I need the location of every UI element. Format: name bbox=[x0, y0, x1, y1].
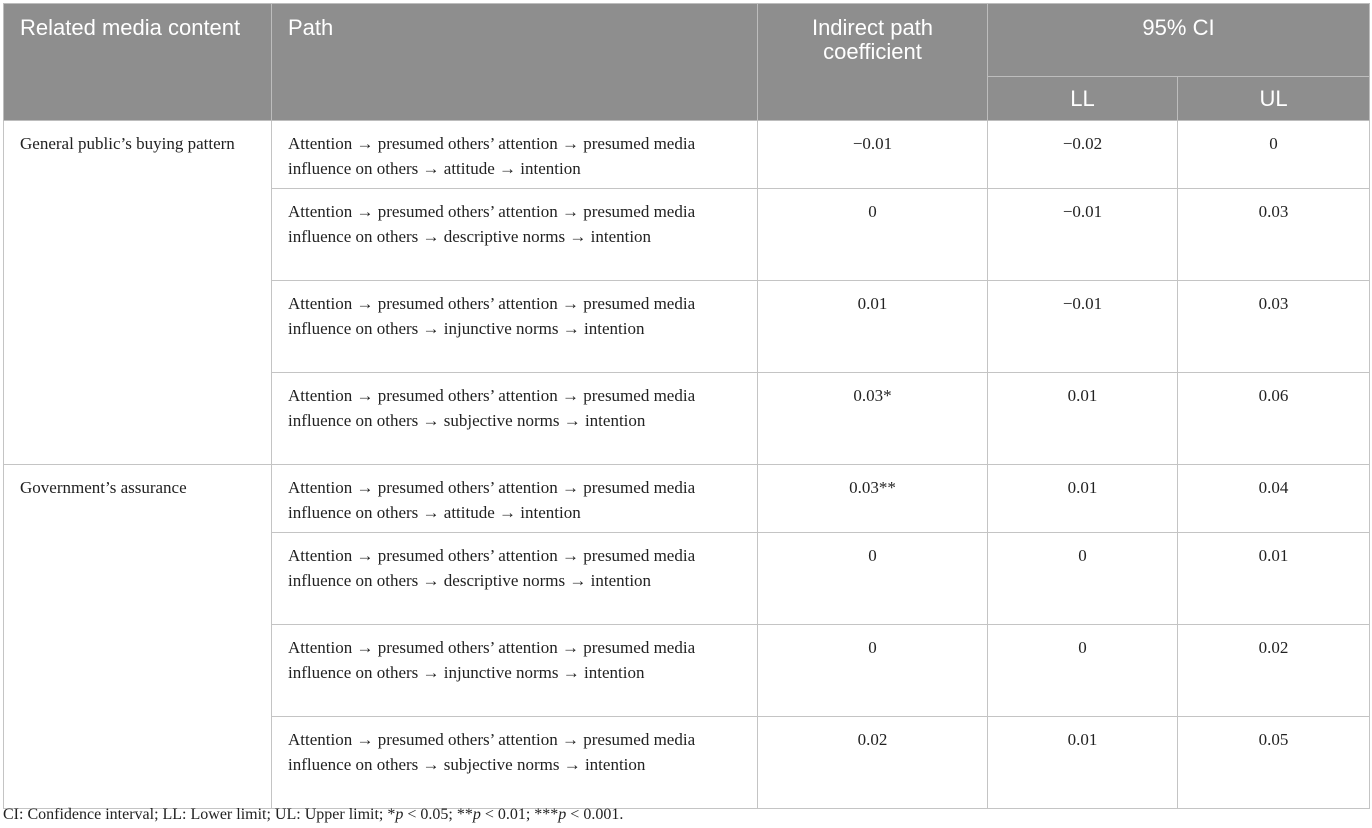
coefficient-cell: −0.01 bbox=[758, 121, 988, 189]
ul-cell: 0.03 bbox=[1178, 281, 1370, 373]
ll-cell: 0.01 bbox=[988, 717, 1178, 809]
coefficient-cell: 0.02 bbox=[758, 717, 988, 809]
header-path: Path bbox=[272, 4, 758, 121]
coefficient-cell: 0.01 bbox=[758, 281, 988, 373]
header-ll: LL bbox=[988, 77, 1178, 121]
path-cell: Attention → presumed others’ attention → presumed media influence on others → subjective norms → intention bbox=[272, 717, 758, 809]
footnote-sig3-cond: < 0.001. bbox=[566, 806, 624, 823]
ul-cell: 0 bbox=[1178, 121, 1370, 189]
ll-cell: 0.01 bbox=[988, 465, 1178, 533]
footnote-sig2-stars: ** bbox=[456, 806, 473, 823]
path-cell: Attention → presumed others’ attention → presumed media influence on others → attitude → intention bbox=[272, 121, 758, 189]
ll-cell: 0.01 bbox=[988, 373, 1178, 465]
ll-cell: −0.01 bbox=[988, 281, 1178, 373]
ul-cell: 0.04 bbox=[1178, 465, 1370, 533]
coefficient-cell: 0.03** bbox=[758, 465, 988, 533]
footnote-sig1-cond: < 0.05; bbox=[403, 806, 457, 823]
coefficient-cell: 0 bbox=[758, 533, 988, 625]
footnote-p-symbol: p bbox=[558, 806, 567, 823]
footnote-sig3-stars: *** bbox=[534, 806, 559, 823]
path-cell: Attention → presumed others’ attention → presumed media influence on others → descriptive norms → intention bbox=[272, 533, 758, 625]
header-ci: 95% CI bbox=[988, 4, 1370, 77]
table-row bbox=[4, 121, 1370, 189]
footnote-p-symbol: p bbox=[395, 806, 404, 823]
header-indirect-path-coefficient: Indirect path coefficient bbox=[758, 4, 988, 121]
ll-cell: 0 bbox=[988, 625, 1178, 717]
path-cell: Attention → presumed others’ attention → presumed media influence on others → descriptive norms → intention bbox=[272, 189, 758, 281]
coefficient-cell: 0 bbox=[758, 625, 988, 717]
ul-cell: 0.02 bbox=[1178, 625, 1370, 717]
coefficient-cell: 0 bbox=[758, 189, 988, 281]
header-ul: UL bbox=[1178, 77, 1370, 121]
results-table bbox=[3, 3, 1370, 809]
table-row bbox=[4, 465, 1370, 533]
path-cell: Attention → presumed others’ attention → presumed media influence on others → injunctive norms → intention bbox=[272, 281, 758, 373]
footnote-p-symbol: p bbox=[472, 806, 481, 823]
ul-cell: 0.03 bbox=[1178, 189, 1370, 281]
ll-cell: −0.02 bbox=[988, 121, 1178, 189]
ul-cell: 0.06 bbox=[1178, 373, 1370, 465]
path-cell: Attention → presumed others’ attention → presumed media influence on others → injunctive norms → intention bbox=[272, 625, 758, 717]
ul-cell: 0.05 bbox=[1178, 717, 1370, 809]
ul-cell: 0.01 bbox=[1178, 533, 1370, 625]
group-label-government: Government’s assurance bbox=[4, 465, 272, 809]
group-label-general-public: General public’s buying pattern bbox=[4, 121, 272, 465]
ll-cell: −0.01 bbox=[988, 189, 1178, 281]
footnote-definitions: CI: Confidence interval; LL: Lower limit; UL: Upper limit; bbox=[3, 806, 388, 823]
coefficient-cell: 0.03* bbox=[758, 373, 988, 465]
footnote-sig1-stars: * bbox=[387, 806, 396, 823]
path-cell: Attention → presumed others’ attention → presumed media influence on others → subjective norms → intention bbox=[272, 373, 758, 465]
ll-cell: 0 bbox=[988, 533, 1178, 625]
footnote-sig2-cond: < 0.01; bbox=[480, 806, 535, 823]
path-cell: Attention → presumed others’ attention → presumed media influence on others → attitude → intention bbox=[272, 465, 758, 533]
table-footnote bbox=[3, 806, 623, 824]
header-related-media-content: Related media content bbox=[4, 4, 272, 121]
